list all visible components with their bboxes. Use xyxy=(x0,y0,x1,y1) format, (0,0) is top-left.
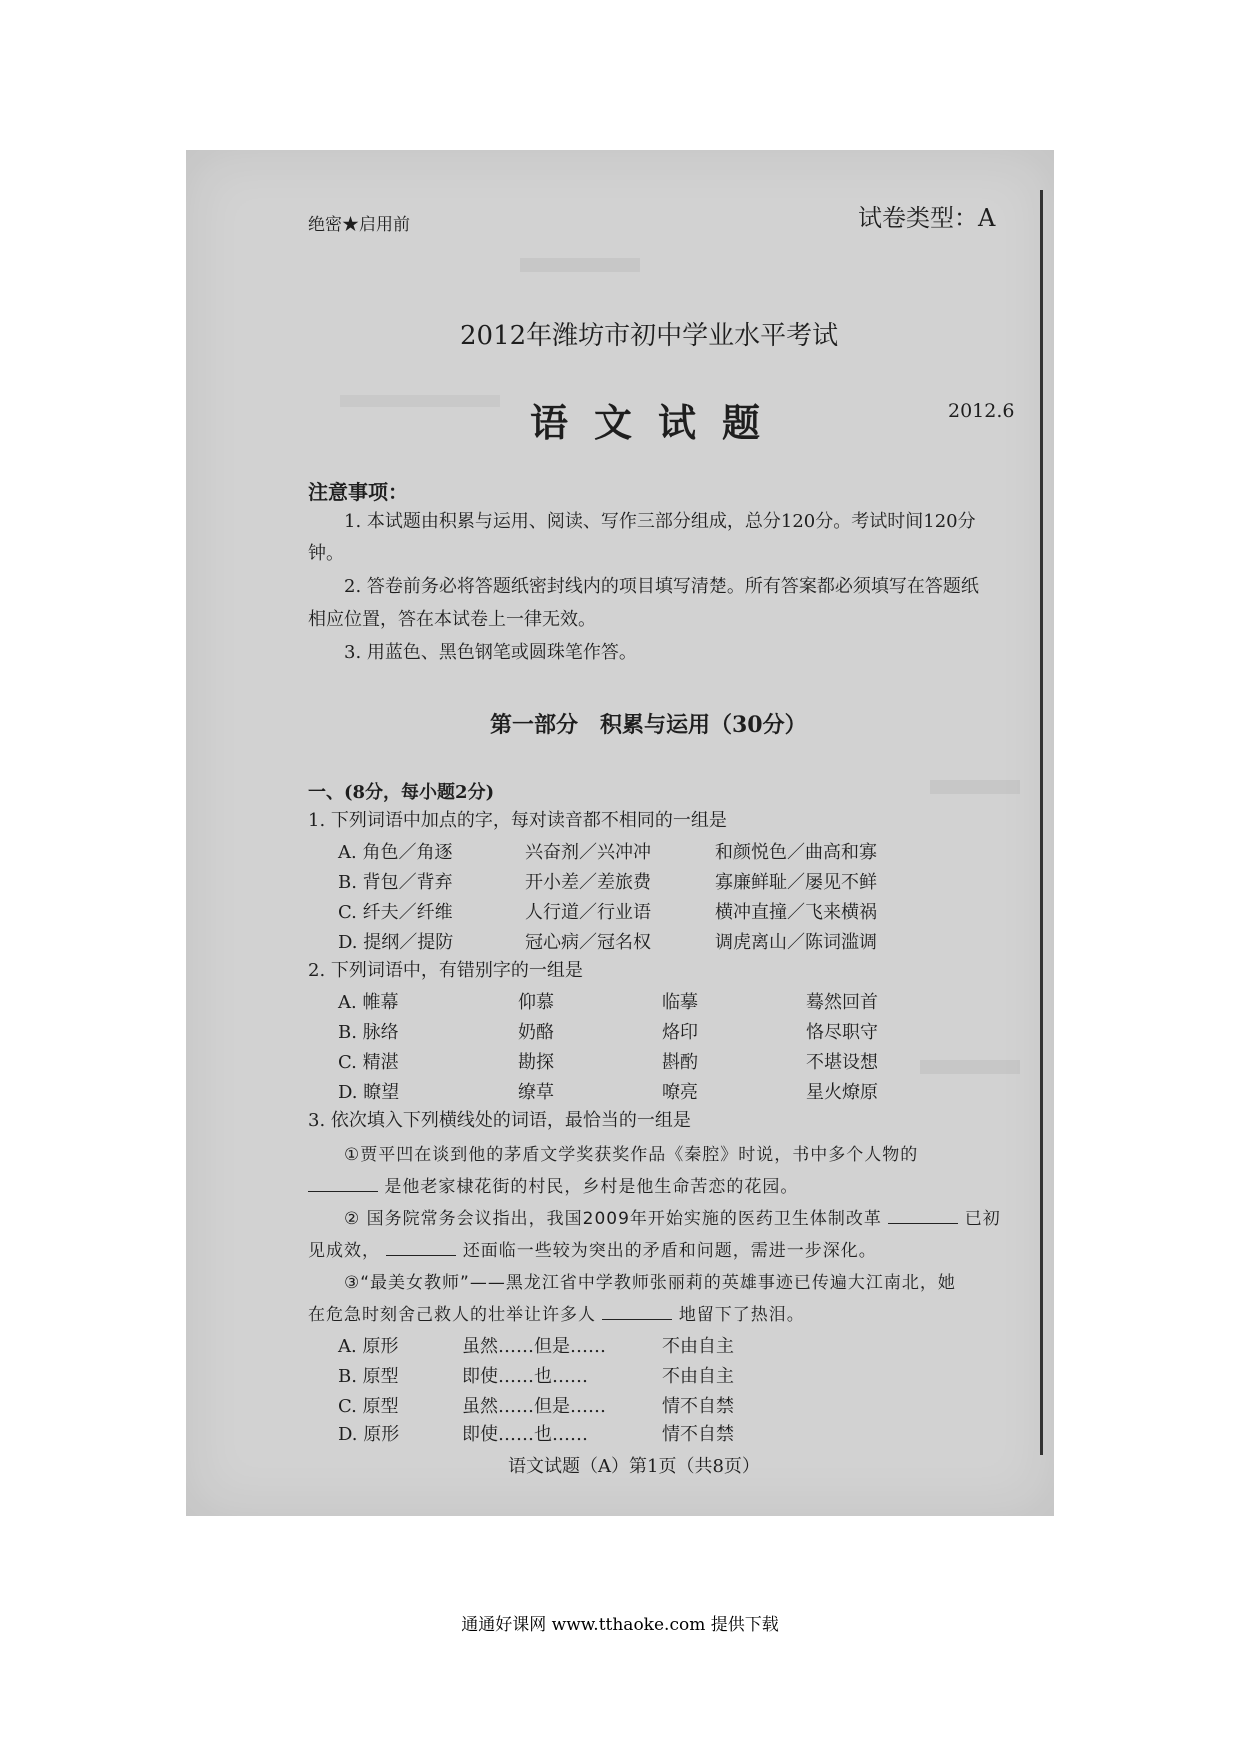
page-number-footer: 语文试题（A）第1页（共8页） xyxy=(508,1456,760,1477)
passage-text: 在危急时刻舍己救人的壮举让许多人 xyxy=(308,1305,596,1325)
option-cell: 虽然……但是…… xyxy=(462,1396,606,1417)
option-cell: 斟酌 xyxy=(662,1052,698,1073)
option-cell: 调虎离山／陈词滥调 xyxy=(715,932,877,953)
option-cell: 烙印 xyxy=(662,1022,698,1043)
passage-line xyxy=(308,1300,805,1325)
option-cell: C. 精湛 xyxy=(338,1052,399,1073)
exam-date: 2012.6 xyxy=(948,400,1015,422)
option-cell: 星火燎原 xyxy=(806,1082,878,1103)
option-cell: 即使……也…… xyxy=(462,1366,588,1387)
bleed-through-mark xyxy=(920,1060,1020,1074)
option-cell: B. 原型 xyxy=(338,1366,399,1387)
download-credit: 通通好课网 www.tthaoke.com 提供下载 xyxy=(461,1615,779,1635)
option-cell: 临摹 xyxy=(662,992,698,1013)
notice-item: 3. 用蓝色、黑色钢笔或圆珠笔作答。 xyxy=(344,642,637,663)
option-cell: 勘探 xyxy=(518,1052,554,1073)
notice-item: 相应位置，答在本试卷上一律无效。 xyxy=(308,609,596,630)
option-cell: 横冲直撞／飞来横祸 xyxy=(715,902,877,923)
option-cell: A. 帷幕 xyxy=(338,992,399,1013)
notice-item: 2. 答卷前务必将答题纸密封线内的项目填写清楚。所有答案都必须填写在答题纸 xyxy=(344,576,979,597)
option-cell: D. 瞭望 xyxy=(338,1082,400,1103)
option-cell: 即使……也…… xyxy=(462,1424,588,1445)
passage-line xyxy=(344,1204,1001,1229)
option-cell: 仰慕 xyxy=(518,992,554,1013)
exam-title: 2012年潍坊市初中学业水平考试 xyxy=(460,321,839,351)
passage-line xyxy=(308,1236,877,1261)
question-stem: 1. 下列词语中加点的字，每对读音都不相同的一组是 xyxy=(308,810,727,831)
part-title: 第一部分 积累与运用（30分） xyxy=(490,712,807,738)
option-cell: 奶酪 xyxy=(518,1022,554,1043)
option-cell: D. 提纲／提防 xyxy=(338,932,454,953)
option-cell: 情不自禁 xyxy=(662,1396,734,1417)
option-cell: B. 背包／背弃 xyxy=(338,872,453,893)
passage-text: 见成效， xyxy=(308,1241,380,1261)
confidential-label: 绝密★启用前 xyxy=(308,215,410,235)
passage-text: 还面临一些较为突出的矛盾和问题，需进一步深化。 xyxy=(462,1241,877,1261)
question-stem: 3. 依次填入下列横线处的词语，最恰当的一组是 xyxy=(308,1110,691,1131)
option-cell: 开小差／差旅费 xyxy=(525,872,651,893)
bleed-through-mark xyxy=(340,395,500,407)
bleed-through-mark xyxy=(930,780,1020,794)
answer-blank xyxy=(888,1207,958,1224)
option-cell: 和颜悦色／曲高和寡 xyxy=(715,842,877,863)
option-cell: 嘹亮 xyxy=(662,1082,698,1103)
notice-heading: 注意事项： xyxy=(308,480,408,504)
passage-text: 已初 xyxy=(964,1209,1001,1229)
notice-item: 钟。 xyxy=(308,543,344,564)
passage-line: ③“最美女教师”——黑龙江省中学教师张丽莉的英雄事迹已传遍大江南北，她 xyxy=(344,1273,956,1293)
notice-item: 1. 本试题由积累与运用、阅读、写作三部分组成，总分120分。考试时间120分 xyxy=(344,511,976,532)
passage-line xyxy=(308,1172,798,1197)
option-cell: 人行道／行业语 xyxy=(525,902,651,923)
option-cell: 虽然……但是…… xyxy=(462,1336,606,1357)
section-heading: 一、(8分，每小题2分) xyxy=(308,782,495,803)
option-cell: 情不自禁 xyxy=(662,1424,734,1445)
page-edge-rule xyxy=(1040,190,1043,1455)
option-cell: D. 原形 xyxy=(338,1424,400,1445)
answer-blank xyxy=(308,1175,378,1192)
option-cell: 恪尽职守 xyxy=(806,1022,878,1043)
option-cell: 不由自主 xyxy=(662,1366,734,1387)
option-cell: 寡廉鲜耻／屡见不鲜 xyxy=(715,872,877,893)
answer-blank xyxy=(602,1303,672,1320)
answer-blank xyxy=(386,1239,456,1256)
option-cell: C. 原型 xyxy=(338,1396,399,1417)
option-cell: 不堪设想 xyxy=(806,1052,878,1073)
bleed-through-mark xyxy=(520,258,640,272)
passage-line: ①贾平凹在谈到他的茅盾文学奖获奖作品《秦腔》时说，书中多个人物的 xyxy=(344,1145,919,1165)
option-cell: B. 脉络 xyxy=(338,1022,399,1043)
question-stem: 2. 下列词语中，有错别字的一组是 xyxy=(308,960,583,981)
option-cell: 冠心病／冠名权 xyxy=(525,932,651,953)
passage-text: 地留下了热泪。 xyxy=(678,1305,805,1325)
option-cell: 缭草 xyxy=(518,1082,554,1103)
option-cell: A. 原形 xyxy=(338,1336,399,1357)
passage-text: 是他老家棣花街的村民，乡村是他生命苦恋的花园。 xyxy=(384,1177,799,1197)
exam-type-label: 试卷类型：A xyxy=(858,204,996,232)
subject-title: 语文试题 xyxy=(530,400,787,445)
option-cell: 蓦然回首 xyxy=(806,992,878,1013)
passage-text: ② 国务院常务会议指出，我国2009年开始实施的医药卫生体制改革 xyxy=(344,1209,882,1229)
option-cell: 不由自主 xyxy=(662,1336,734,1357)
option-cell: C. 纤夫／纤维 xyxy=(338,902,453,923)
option-cell: A. 角色／角逐 xyxy=(338,842,453,863)
option-cell: 兴奋剂／兴冲冲 xyxy=(525,842,651,863)
